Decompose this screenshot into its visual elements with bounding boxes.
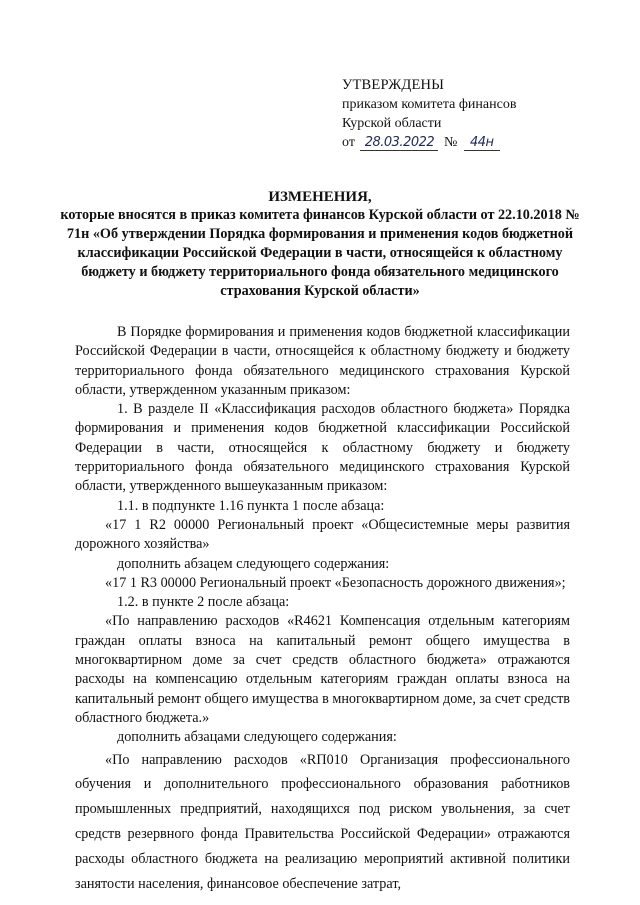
document-title: ИЗМЕНЕНИЯ, (268, 189, 372, 205)
number-sign: № (443, 135, 458, 150)
paragraph-quote-r2: «17 1 R2 00000 Региональный проект «Общесистемные меры развития дорожного хозяйства» (75, 516, 570, 553)
paragraph-add-1: дополнить абзацем следующего содержания: (117, 555, 390, 572)
paragraph-quote-r3: «17 1 R3 00000 Региональный проект «Безопасность дорожного движения»; (105, 574, 566, 591)
handwritten-number: 44н (464, 135, 500, 151)
paragraph-quote-r4621: «По направлению расходов «R4621 Компенсация отдельным категориям граждан оплаты взноса на капитальный ремонт общего имущества в многоквартирном доме за счет средств областного бюджета» отражаются расходы на компенсацию отдельным категориям граждан оплаты взноса на капитальный ремонт общего имущества в многоквартирном доме, за счет средств областного бюджета.» (75, 613, 570, 726)
approval-order-line: приказом комитета финансов (342, 97, 517, 112)
paragraph-section-2: 1. В разделе II «Классификация расходов областного бюджета» Порядка формирования и применения кодов бюджетной классификации Российской Федерации в части, относящейся к областному бюджету и бюджету территориального фонда обязательного медицинского страхования Курской области, утвержденного вышеуказанным приказом: (75, 401, 570, 495)
paragraph-quote-rp010: «По направлению расходов «RП010 Организация профессионального обучения и дополнительного профессионального образования работников промышленных предприятий, находящихся под риском увольнения, за счет средств резервного фонда Правительства Российской Федерации» отражаются расходы областного бюджета на реализацию мероприятий активной политики занятости населения, финансовое обеспечение затрат, (75, 751, 570, 892)
paragraph-add-2: дополнить абзацами следующего содержания: (117, 729, 397, 746)
paragraph-1-2: 1.2. в пункте 2 после абзаца: (117, 594, 290, 611)
document-subtitle: которые вносятся в приказ комитета финансов Курской области от 22.10.2018 № 71н «Об утверждении Порядка формирования и применения кодов бюджетной классификации Российской Федерации в части, относящейся к областному бюджету и бюджету территориального фонда обязательного медицинского страхования Курской области» (60, 207, 580, 299)
paragraph-1-1: 1.1. в подпункте 1.16 пункта 1 после абзаца: (117, 497, 385, 514)
approval-title: УТВЕРЖДЕНЫ (342, 77, 445, 93)
approval-date-number-line (342, 133, 602, 152)
approval-stamp (342, 76, 602, 152)
document-body (75, 323, 570, 896)
approval-region-line: Курской области (342, 116, 442, 131)
paragraph-intro: В Порядке формирования и применения кодов бюджетной классификации Российской Федерации в части, относящейся к областному бюджету и бюджету территориального фонда обязательного медицинского страхования Курской области, утвержденном указанным приказом: (75, 324, 570, 398)
date-prefix: от (342, 135, 355, 150)
handwritten-date: 28.03.2022 (360, 135, 438, 151)
